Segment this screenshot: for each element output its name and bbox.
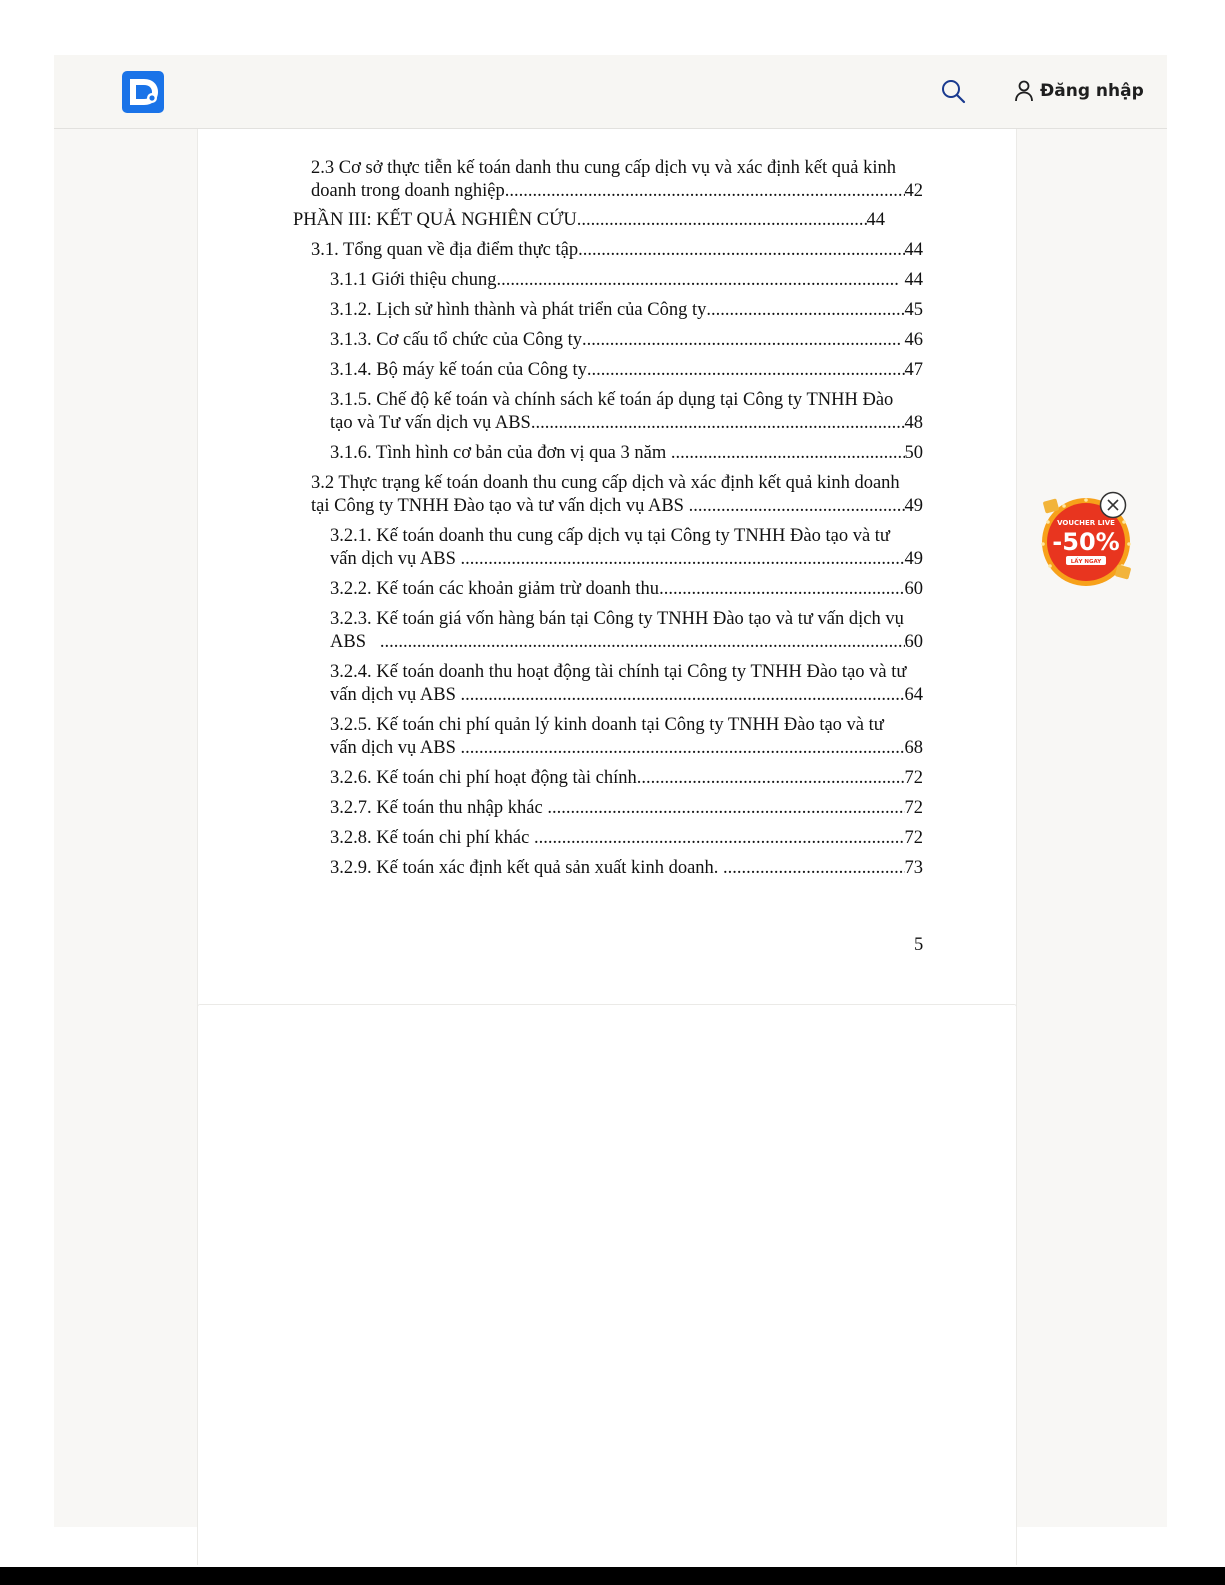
top-navigation-bar: [54, 55, 1167, 129]
toc-entry[interactable]: [330, 299, 923, 322]
toc-entry[interactable]: [330, 714, 923, 760]
toc-entry-title: 3.2.1. Kế toán doanh thu cung cấp dịch vụ tại Công ty TNHH Đào tạo và tư: [330, 526, 890, 546]
voucher-line1: VOUCHER LIVE: [1057, 519, 1115, 527]
user-icon: [1014, 80, 1034, 102]
toc-entry-title: 3.1.2. Lịch sử hình thành và phát triển của Công ty: [330, 300, 707, 320]
toc-entry-title: 3.1.3. Cơ cấu tổ chức của Công ty: [330, 330, 583, 350]
toc-entry-title: 2.3 Cơ sở thực tiễn kế toán danh thu cung cấp dịch vụ và xác định kết quả kinh: [311, 158, 896, 178]
toc-entry[interactable]: [293, 209, 885, 232]
toc-entry[interactable]: [330, 827, 923, 850]
toc-entry[interactable]: [330, 329, 923, 352]
toc-leader: [671, 442, 905, 465]
toc-entry-title: 3.1.1 Giới thiệu chung: [330, 270, 497, 290]
toc-entry[interactable]: [330, 442, 923, 465]
voucher-discount: -50%: [1052, 528, 1120, 556]
toc-entry[interactable]: [311, 239, 923, 262]
toc-entry-title-cont: vấn dịch vụ ABS: [330, 738, 461, 758]
toc-entry-title-cont: doanh trong doanh nghiệp.: [311, 181, 510, 201]
toc-leader: [577, 209, 867, 232]
viewer-frame: [54, 55, 1167, 1527]
document-page-6: [197, 1004, 1017, 1565]
toc-entry-title: PHẦN III: KẾT QUẢ NGHIÊN CỨU: [293, 210, 577, 230]
toc-page-number: 46: [899, 330, 923, 350]
toc-entry[interactable]: [330, 269, 923, 292]
toc-entry-title: 3.2.8. Kế toán chi phí khác: [330, 828, 534, 848]
bottom-edge: [0, 1567, 1225, 1585]
toc-entry-title: 3.1.4. Bộ máy kế toán của Công ty: [330, 360, 587, 380]
toc-page-number: 60: [904, 579, 923, 599]
toc-entry-title: 3.2.4. Kế toán doanh thu hoạt động tài chính tại Công ty TNHH Đào tạo và tư: [330, 662, 907, 682]
toc-entry-title: 3.1.5. Chế độ kế toán và chính sách kế toán áp dụng tại Công ty TNHH Đào: [330, 390, 894, 410]
toc-entry-title: 3.2.2. Kế toán các khoản giảm trừ doanh thu: [330, 579, 660, 599]
toc-leader: [689, 495, 905, 518]
toc-page-number: 49: [904, 549, 923, 569]
toc-entry-title: 3.1. Tổng quan về địa điểm thực tập: [311, 240, 579, 260]
toc-page-number: 60: [904, 632, 923, 652]
toc-page-number: 72: [904, 768, 923, 788]
close-icon[interactable]: [1099, 491, 1127, 519]
login-button[interactable]: [1014, 75, 1144, 107]
toc-leader: [587, 359, 905, 382]
login-label: Đăng nhập: [1040, 81, 1144, 101]
toc-entry[interactable]: [330, 525, 923, 571]
toc-entry[interactable]: [330, 767, 923, 790]
toc-entry[interactable]: [330, 857, 923, 880]
toc-leader: [547, 797, 904, 820]
toc-leader: [582, 329, 900, 352]
toc-page-number: 50: [904, 443, 923, 463]
toc-entry[interactable]: [311, 472, 923, 518]
toc-leader: [461, 737, 905, 760]
toc-entry[interactable]: [330, 389, 923, 435]
toc-leader: [578, 239, 904, 262]
toc-leader: [461, 548, 905, 571]
toc-page-number: 44: [899, 270, 923, 290]
toc-entry-title: 3.1.6. Tình hình cơ bản của đơn vị qua 3 năm: [330, 443, 671, 463]
toc-page-number: 44: [904, 240, 923, 260]
toc-entry[interactable]: [330, 359, 923, 382]
toc-leader: [534, 827, 905, 850]
toc-page-number: 45: [904, 300, 923, 320]
toc-entry-title: 3.2.3. Kế toán giá vốn hàng bán tại Công ty TNHH Đào tạo và tư vấn dịch vụ: [330, 609, 904, 629]
toc-entry-title-cont: vấn dịch vụ ABS: [330, 549, 461, 569]
toc-entry-title-cont: tạo và Tư vấn dịch vụ ABS: [330, 413, 531, 433]
toc-entry-title: 3.2.9. Kế toán xác định kết quả sản xuất kinh doanh.: [330, 858, 724, 878]
toc-entry-title-cont: ABS: [330, 632, 380, 652]
toc-page-number: 68: [904, 738, 923, 758]
toc-leader: [509, 180, 904, 203]
toc-entry-title-cont: vấn dịch vụ ABS: [330, 685, 461, 705]
toc-page-number: 44: [866, 210, 885, 230]
toc-leader: [531, 412, 905, 435]
toc-leader: [380, 631, 905, 654]
toc-leader: [637, 767, 905, 790]
toc-entry-title: 3.2.6. Kế toán chi phí hoạt động tài chính: [330, 768, 637, 788]
toc-entry[interactable]: [330, 608, 923, 654]
toc-entry[interactable]: [311, 157, 923, 203]
toc-entry[interactable]: [330, 578, 923, 601]
search-icon[interactable]: [939, 77, 967, 105]
toc-entry-title: 3.2.5. Kế toán chi phí quản lý kinh doanh tại Công ty TNHH Đào tạo và tư: [330, 715, 884, 735]
table-of-contents: [293, 157, 923, 880]
toc-leader: [659, 578, 904, 601]
voucher-cta: LẤY NGAY: [1070, 559, 1102, 565]
docx-logo-icon[interactable]: [122, 71, 164, 113]
toc-page-number: 73: [904, 858, 923, 878]
page-number: 5: [914, 935, 924, 955]
toc-page-number: 49: [904, 496, 923, 516]
toc-entry-title: 3.2.7. Kế toán thu nhập khác: [330, 798, 548, 818]
toc-page-number: 64: [904, 685, 923, 705]
toc-leader: [461, 684, 905, 707]
toc-entry[interactable]: [330, 797, 923, 820]
toc-page-number: 47: [904, 360, 923, 380]
toc-leader: [497, 269, 900, 292]
toc-entry-title-cont: tại Công ty TNHH Đào tạo và tư vấn dịch vụ ABS: [311, 496, 689, 516]
toc-leader: [723, 857, 904, 880]
document-page-5: [197, 85, 1017, 1011]
toc-leader: [706, 299, 904, 322]
toc-entry-title: 3.2 Thực trạng kế toán doanh thu cung cấp dịch và xác định kết quả kinh doanh: [311, 473, 900, 493]
toc-page-number: 48: [904, 413, 923, 433]
toc-page-number: 72: [904, 798, 923, 818]
toc-page-number: 42: [904, 181, 923, 201]
toc-page-number: 72: [904, 828, 923, 848]
toc-entry[interactable]: [330, 661, 923, 707]
